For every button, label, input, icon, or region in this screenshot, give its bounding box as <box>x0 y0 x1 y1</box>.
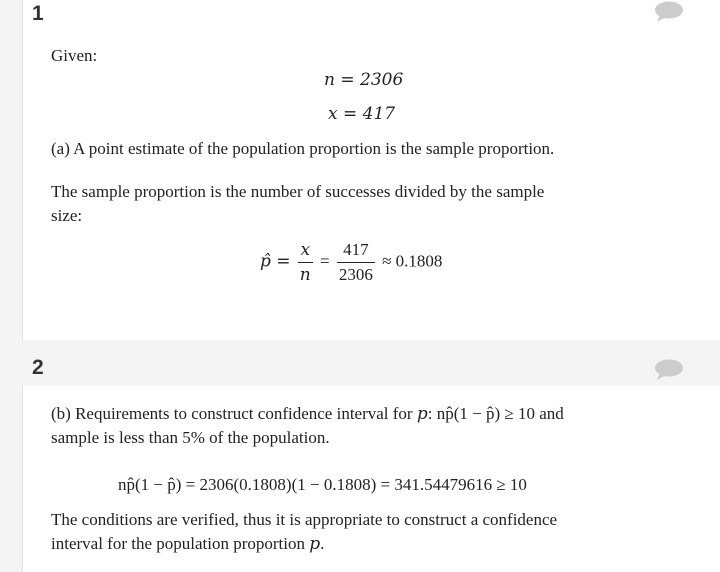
comment-icon[interactable] <box>654 1 684 23</box>
conclusion-line1: The conditions are verified, thus it is appropriate to construct a confidence <box>51 510 558 529</box>
fraction-numerator: x <box>298 240 313 263</box>
conclusion-line2 <box>51 532 324 556</box>
part-b-line2: sample is less than 5% of the population. <box>51 428 330 447</box>
step-2-number: 2 <box>32 356 44 379</box>
conclusion-line2-pre: interval for the population proportion <box>51 534 310 553</box>
sample-proportion-text-line1: The sample proportion is the number of successes divided by the sample <box>51 182 545 201</box>
conclusion-line2-var: p <box>309 534 321 554</box>
calculation-equation: np̂(1 − p̂) = 2306(0.1808)(1 − 0.1808) = 341.54479616 ≥ 10 <box>118 475 527 494</box>
sample-proportion-text-line2: size: <box>51 206 83 225</box>
part-b-line1-var: p <box>416 404 428 424</box>
step-1-card <box>22 0 720 340</box>
fraction-denominator: 2306 <box>338 265 373 284</box>
equals-sign: = <box>319 251 330 271</box>
part-b-line1 <box>51 402 564 426</box>
equation-n: n = 2306 <box>324 70 404 90</box>
fraction-x-over-n <box>298 240 313 285</box>
conclusion-line2-post: . <box>320 534 325 553</box>
approx-value: ≈ 0.1808 <box>382 251 443 271</box>
fraction-numerator: 417 <box>337 240 375 263</box>
equation-x: x = 417 <box>328 104 396 124</box>
part-a-text: (a) A point estimate of the population proportion is the sample proportion. <box>51 139 555 158</box>
step-1-number: 1 <box>32 2 44 25</box>
fraction-417-over-2306 <box>337 240 375 285</box>
part-b-line1-pre: (b) Requirements to construct confidence interval for <box>51 404 417 423</box>
phat-equation <box>260 240 442 285</box>
given-label: Given: <box>51 46 98 65</box>
comment-icon[interactable] <box>654 359 684 381</box>
phat-lhs: p̂ = <box>260 251 291 272</box>
part-b-line1-post: : np̂(1 − p̂) ≥ 10 and <box>427 404 564 423</box>
fraction-denominator: n <box>299 265 311 285</box>
